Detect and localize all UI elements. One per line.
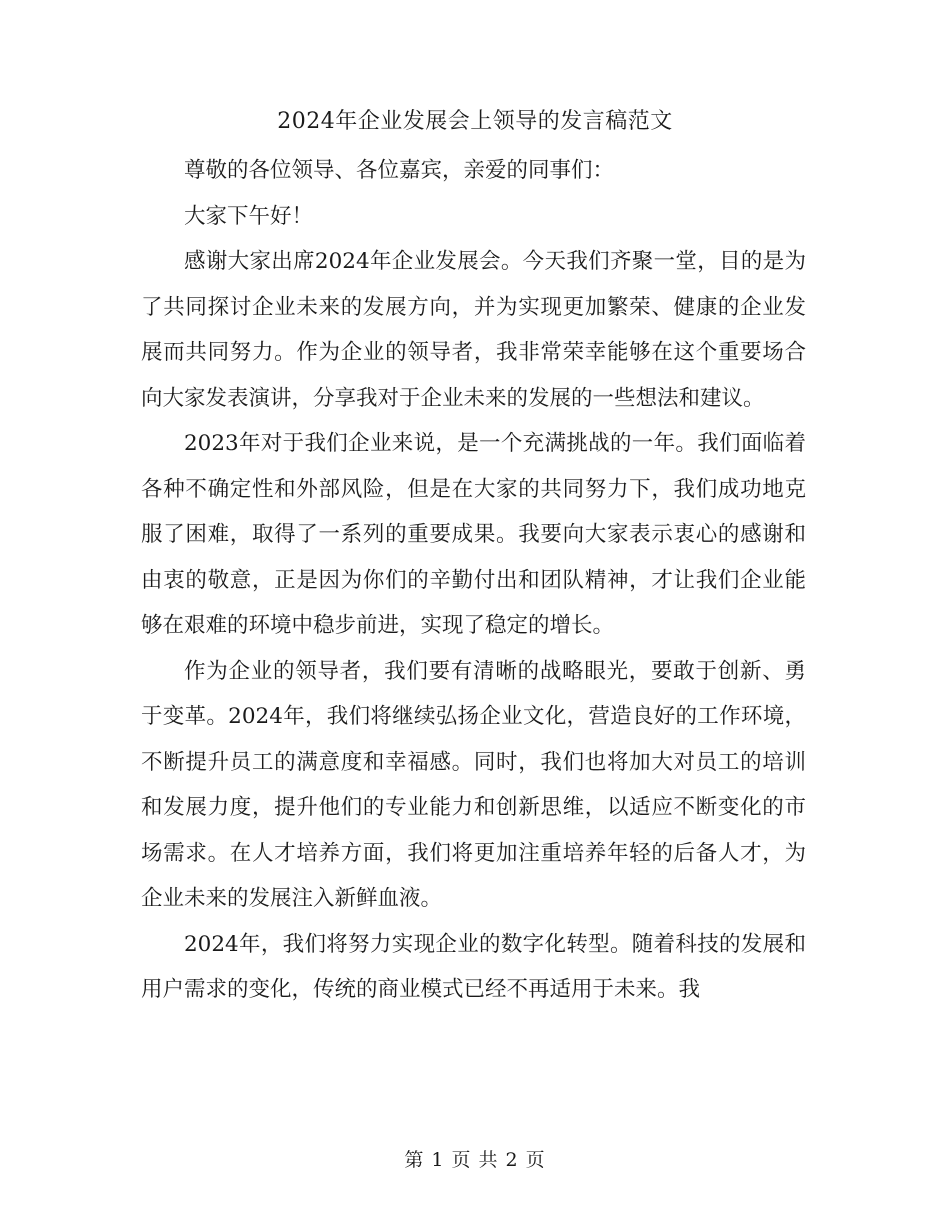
document-body [141, 148, 806, 1013]
salutation-paragraph: 尊敬的各位领导、各位嘉宾，亲爱的同事们： [184, 158, 615, 183]
page-number-footer: 第 1 页 共 2 页 [404, 1149, 546, 1171]
body-paragraph: 2023年对于我们企业来说，是一个充满挑战的一年。我们面临着各种不确定性和外部风险，但是在大家的共同努力下，我们成功地克服了困难，取得了一系列的重要成果。我要向大家表示衷心的感谢和由衷的敬意，正是因为你们的辛勤付出和团队精神，才让我们企业能够在艰难的环境中稳步前进，实现了稳定的增长。 [141, 431, 806, 638]
document-title: 2024年企业发展会上领导的发言稿范文 [277, 109, 673, 134]
body-paragraph: 作为企业的领导者，我们要有清晰的战略眼光，要敢于创新、勇于变革。2024年，我们将继续弘扬企业文化，营造良好的工作环境，不断提升员工的满意度和幸福感。同时，我们也将加大对员工的培训和发展力度，提升他们的专业能力和创新思维，以适应不断变化的市场需求。在人才培养方面，我们将更加注重培养年轻的后备人才，为企业未来的发展注入新鲜血液。 [141, 658, 806, 911]
greeting-paragraph: 大家下午好！ [184, 203, 314, 229]
body-paragraph: 感谢大家出席2024年企业发展会。今天我们齐聚一堂，目的是为了共同探讨企业未来的发展方向，并为实现更加繁荣、健康的企业发展而共同努力。作为企业的领导者，我非常荣幸能够在这个重要场合向大家发表演讲，分享我对于企业未来的发展的一些想法和建议。 [141, 249, 806, 411]
body-paragraph: 2024年，我们将努力实现企业的数字化转型。随着科技的发展和用户需求的变化，传统的商业模式已经不再适用于未来。我 [141, 931, 806, 1002]
